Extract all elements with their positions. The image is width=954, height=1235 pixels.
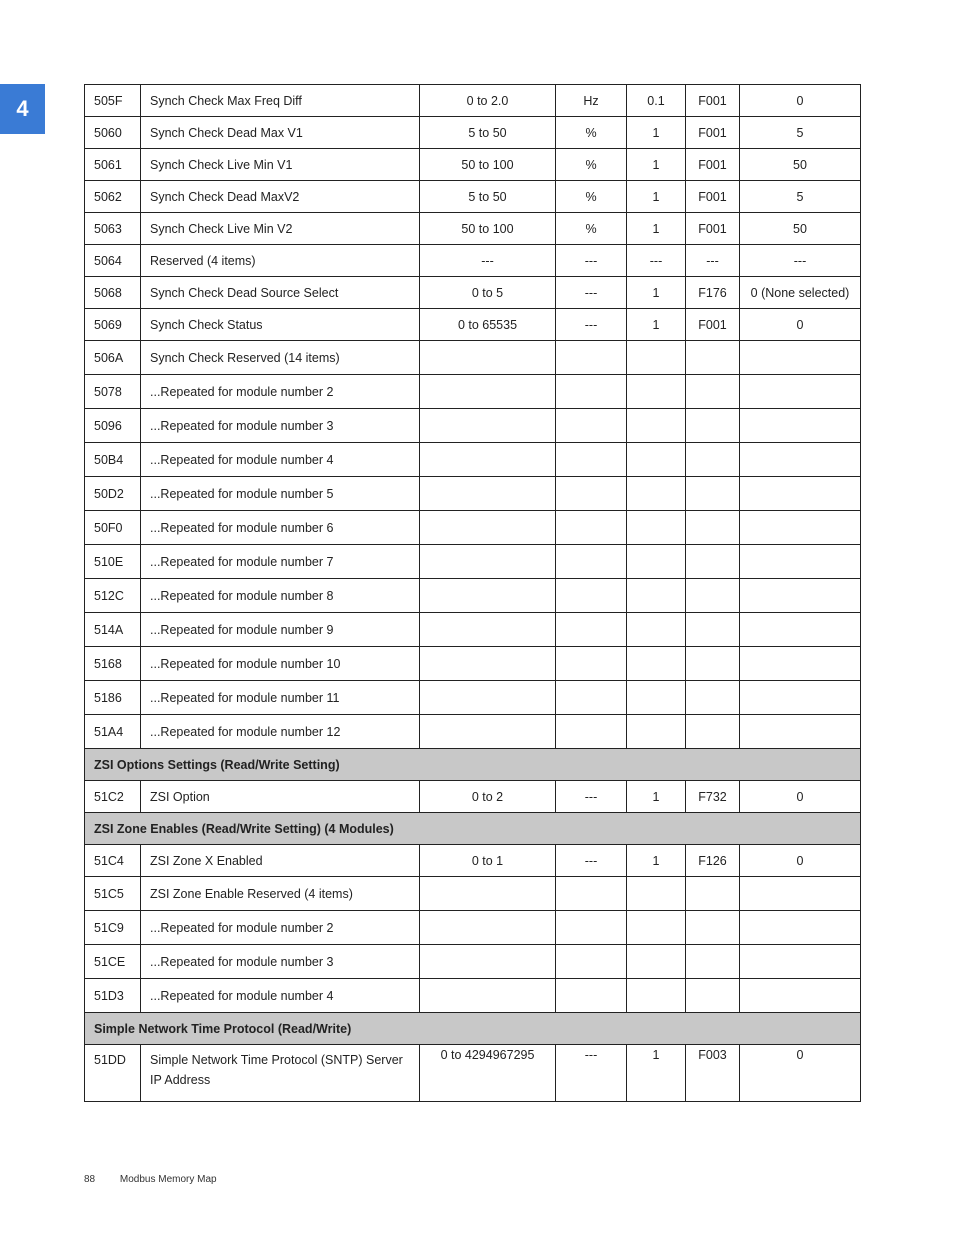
table-row	[85, 613, 861, 647]
cell-desc: ...Repeated for module number 11	[141, 681, 420, 715]
section-title: ZSI Zone Enables (Read/Write Setting) (4 Modules)	[85, 813, 861, 845]
cell-format: F176	[686, 277, 740, 309]
cell-step	[627, 477, 686, 511]
cell-format: F001	[686, 85, 740, 117]
cell-addr: 5078	[85, 375, 141, 409]
cell-format	[686, 945, 740, 979]
cell-units	[556, 477, 627, 511]
cell-addr: 5168	[85, 647, 141, 681]
table-row	[85, 443, 861, 477]
cell-addr: 51C9	[85, 911, 141, 945]
cell-desc: Synch Check Live Min V1	[141, 149, 420, 181]
table-row	[85, 911, 861, 945]
cell-units	[556, 375, 627, 409]
cell-default	[740, 911, 861, 945]
cell-addr: 51C5	[85, 877, 141, 911]
cell-format	[686, 715, 740, 749]
cell-step	[627, 579, 686, 613]
cell-default: ---	[740, 245, 861, 277]
table-row	[85, 979, 861, 1013]
cell-desc: ...Repeated for module number 2	[141, 911, 420, 945]
cell-default: 0	[740, 781, 861, 813]
table-row	[85, 117, 861, 149]
cell-default	[740, 579, 861, 613]
cell-format	[686, 477, 740, 511]
cell-format	[686, 409, 740, 443]
cell-addr: 50B4	[85, 443, 141, 477]
cell-range	[420, 409, 556, 443]
cell-desc: ...Repeated for module number 4	[141, 979, 420, 1013]
cell-range: 0 to 65535	[420, 309, 556, 341]
cell-format	[686, 877, 740, 911]
cell-format: F732	[686, 781, 740, 813]
cell-range	[420, 545, 556, 579]
cell-units	[556, 613, 627, 647]
table-row	[85, 781, 861, 813]
cell-step	[627, 647, 686, 681]
cell-addr: 512C	[85, 579, 141, 613]
cell-addr: 51C4	[85, 845, 141, 877]
cell-default: 0	[740, 845, 861, 877]
table-row	[85, 715, 861, 749]
page-number: 88	[84, 1174, 96, 1185]
cell-step: 1	[627, 309, 686, 341]
cell-units	[556, 715, 627, 749]
cell-addr: 5069	[85, 309, 141, 341]
footer-section-title: Modbus Memory Map	[119, 1174, 217, 1185]
cell-desc: ZSI Zone Enable Reserved (4 items)	[141, 877, 420, 911]
cell-default	[740, 877, 861, 911]
cell-range	[420, 579, 556, 613]
cell-range	[420, 911, 556, 945]
cell-step	[627, 945, 686, 979]
cell-default	[740, 613, 861, 647]
cell-addr: 5061	[85, 149, 141, 181]
cell-default: 5	[740, 117, 861, 149]
table-row	[85, 845, 861, 877]
cell-desc: ...Repeated for module number 10	[141, 647, 420, 681]
cell-desc: Synch Check Status	[141, 309, 420, 341]
cell-desc: ZSI Zone X Enabled	[141, 845, 420, 877]
cell-format: F003	[686, 1045, 740, 1102]
cell-default	[740, 443, 861, 477]
cell-desc: ...Repeated for module number 8	[141, 579, 420, 613]
cell-step: 1	[627, 1045, 686, 1102]
cell-step	[627, 715, 686, 749]
cell-format: F001	[686, 149, 740, 181]
cell-desc: ZSI Option	[141, 781, 420, 813]
cell-default	[740, 511, 861, 545]
cell-format: F126	[686, 845, 740, 877]
cell-units	[556, 409, 627, 443]
cell-format: F001	[686, 117, 740, 149]
cell-desc: Synch Check Live Min V2	[141, 213, 420, 245]
cell-addr: 506A	[85, 341, 141, 375]
cell-addr: 5063	[85, 213, 141, 245]
table-row	[85, 579, 861, 613]
cell-format: F001	[686, 309, 740, 341]
cell-desc: Reserved (4 items)	[141, 245, 420, 277]
cell-format	[686, 647, 740, 681]
cell-units: ---	[556, 1045, 627, 1102]
cell-addr: 5060	[85, 117, 141, 149]
cell-desc: ...Repeated for module number 2	[141, 375, 420, 409]
cell-format	[686, 911, 740, 945]
cell-format: ---	[686, 245, 740, 277]
cell-range: 50 to 100	[420, 213, 556, 245]
cell-format	[686, 443, 740, 477]
cell-format	[686, 613, 740, 647]
cell-units	[556, 979, 627, 1013]
cell-range: 0 to 4294967295	[420, 1045, 556, 1102]
cell-units: ---	[556, 277, 627, 309]
cell-format	[686, 511, 740, 545]
cell-range	[420, 715, 556, 749]
cell-range	[420, 647, 556, 681]
cell-addr: 5186	[85, 681, 141, 715]
cell-default	[740, 945, 861, 979]
table-row	[85, 681, 861, 715]
cell-units	[556, 443, 627, 477]
cell-default: 0 (None selected)	[740, 277, 861, 309]
cell-step	[627, 911, 686, 945]
cell-format	[686, 681, 740, 715]
cell-desc: ...Repeated for module number 3	[141, 945, 420, 979]
cell-format	[686, 341, 740, 375]
cell-default: 5	[740, 181, 861, 213]
cell-addr: 510E	[85, 545, 141, 579]
table-row	[85, 149, 861, 181]
cell-default	[740, 409, 861, 443]
cell-range: ---	[420, 245, 556, 277]
cell-range: 0 to 5	[420, 277, 556, 309]
table-row	[85, 341, 861, 375]
cell-range: 5 to 50	[420, 117, 556, 149]
cell-range	[420, 341, 556, 375]
section-title: Simple Network Time Protocol (Read/Write)	[85, 1013, 861, 1045]
table-row	[85, 945, 861, 979]
cell-units	[556, 911, 627, 945]
cell-units	[556, 647, 627, 681]
cell-desc: ...Repeated for module number 3	[141, 409, 420, 443]
cell-units: ---	[556, 845, 627, 877]
cell-units	[556, 945, 627, 979]
memory-map-table	[84, 84, 861, 1102]
cell-step	[627, 613, 686, 647]
cell-desc: ...Repeated for module number 6	[141, 511, 420, 545]
cell-desc: Synch Check Dead Max V1	[141, 117, 420, 149]
cell-range	[420, 443, 556, 477]
table-row	[85, 309, 861, 341]
cell-step: 1	[627, 781, 686, 813]
cell-format: F001	[686, 213, 740, 245]
cell-step: 1	[627, 277, 686, 309]
cell-default	[740, 341, 861, 375]
section-header-row	[85, 749, 861, 781]
cell-units	[556, 545, 627, 579]
cell-default: 50	[740, 213, 861, 245]
cell-range	[420, 681, 556, 715]
cell-units: %	[556, 149, 627, 181]
cell-units: %	[556, 181, 627, 213]
table-row	[85, 181, 861, 213]
cell-default: 0	[740, 85, 861, 117]
cell-range	[420, 613, 556, 647]
cell-units: ---	[556, 245, 627, 277]
cell-units: %	[556, 117, 627, 149]
section-title: ZSI Options Settings (Read/Write Setting)	[85, 749, 861, 781]
cell-units	[556, 877, 627, 911]
cell-step	[627, 443, 686, 477]
table-row	[85, 277, 861, 309]
cell-units	[556, 511, 627, 545]
cell-default	[740, 647, 861, 681]
cell-units: %	[556, 213, 627, 245]
cell-format	[686, 579, 740, 613]
table-row	[85, 1045, 861, 1102]
cell-units	[556, 579, 627, 613]
cell-addr: 514A	[85, 613, 141, 647]
cell-step	[627, 877, 686, 911]
cell-desc: ...Repeated for module number 4	[141, 443, 420, 477]
table-row	[85, 511, 861, 545]
section-header-row	[85, 813, 861, 845]
table-row	[85, 245, 861, 277]
section-header-row	[85, 1013, 861, 1045]
cell-range	[420, 945, 556, 979]
cell-desc: Synch Check Max Freq Diff	[141, 85, 420, 117]
cell-step	[627, 375, 686, 409]
table-body	[85, 85, 861, 1102]
cell-addr: 50D2	[85, 477, 141, 511]
cell-units: Hz	[556, 85, 627, 117]
cell-desc: Synch Check Reserved (14 items)	[141, 341, 420, 375]
cell-range	[420, 477, 556, 511]
cell-default	[740, 715, 861, 749]
cell-format	[686, 375, 740, 409]
cell-step	[627, 511, 686, 545]
cell-step: 1	[627, 845, 686, 877]
chapter-tab: 4	[0, 84, 45, 134]
cell-default: 0	[740, 309, 861, 341]
cell-default	[740, 545, 861, 579]
cell-addr: 5096	[85, 409, 141, 443]
cell-addr: 51D3	[85, 979, 141, 1013]
table-row	[85, 477, 861, 511]
cell-range: 0 to 2	[420, 781, 556, 813]
cell-addr: 51CE	[85, 945, 141, 979]
cell-units	[556, 341, 627, 375]
cell-step: 1	[627, 213, 686, 245]
cell-default: 50	[740, 149, 861, 181]
cell-step: 1	[627, 149, 686, 181]
cell-step	[627, 681, 686, 715]
cell-desc: Synch Check Dead MaxV2	[141, 181, 420, 213]
table-row	[85, 545, 861, 579]
cell-addr: 5068	[85, 277, 141, 309]
cell-desc: ...Repeated for module number 12	[141, 715, 420, 749]
cell-desc: Simple Network Time Protocol (SNTP) Server IP Address	[141, 1045, 420, 1102]
cell-addr: 51C2	[85, 781, 141, 813]
page-footer	[84, 1174, 217, 1185]
cell-range: 50 to 100	[420, 149, 556, 181]
table-row	[85, 375, 861, 409]
cell-addr: 50F0	[85, 511, 141, 545]
cell-range: 0 to 1	[420, 845, 556, 877]
cell-default: 0	[740, 1045, 861, 1102]
cell-step	[627, 979, 686, 1013]
table-row	[85, 647, 861, 681]
cell-default	[740, 979, 861, 1013]
cell-addr: 5064	[85, 245, 141, 277]
cell-step	[627, 409, 686, 443]
cell-desc: ...Repeated for module number 9	[141, 613, 420, 647]
cell-step	[627, 545, 686, 579]
table-row	[85, 213, 861, 245]
cell-default	[740, 375, 861, 409]
cell-desc: ...Repeated for module number 7	[141, 545, 420, 579]
cell-format	[686, 979, 740, 1013]
cell-units	[556, 681, 627, 715]
cell-step: 1	[627, 181, 686, 213]
cell-range	[420, 979, 556, 1013]
cell-addr: 5062	[85, 181, 141, 213]
cell-desc: Synch Check Dead Source Select	[141, 277, 420, 309]
cell-range	[420, 375, 556, 409]
cell-range: 0 to 2.0	[420, 85, 556, 117]
cell-step: 1	[627, 117, 686, 149]
cell-step: ---	[627, 245, 686, 277]
cell-range	[420, 511, 556, 545]
cell-default	[740, 477, 861, 511]
cell-desc: ...Repeated for module number 5	[141, 477, 420, 511]
cell-default	[740, 681, 861, 715]
cell-addr: 505F	[85, 85, 141, 117]
cell-units: ---	[556, 309, 627, 341]
table-row	[85, 877, 861, 911]
cell-format: F001	[686, 181, 740, 213]
cell-format	[686, 545, 740, 579]
cell-range	[420, 877, 556, 911]
cell-addr: 51A4	[85, 715, 141, 749]
cell-units: ---	[556, 781, 627, 813]
cell-range: 5 to 50	[420, 181, 556, 213]
cell-step	[627, 341, 686, 375]
table-row	[85, 409, 861, 443]
cell-step: 0.1	[627, 85, 686, 117]
cell-addr: 51DD	[85, 1045, 141, 1102]
table-row	[85, 85, 861, 117]
